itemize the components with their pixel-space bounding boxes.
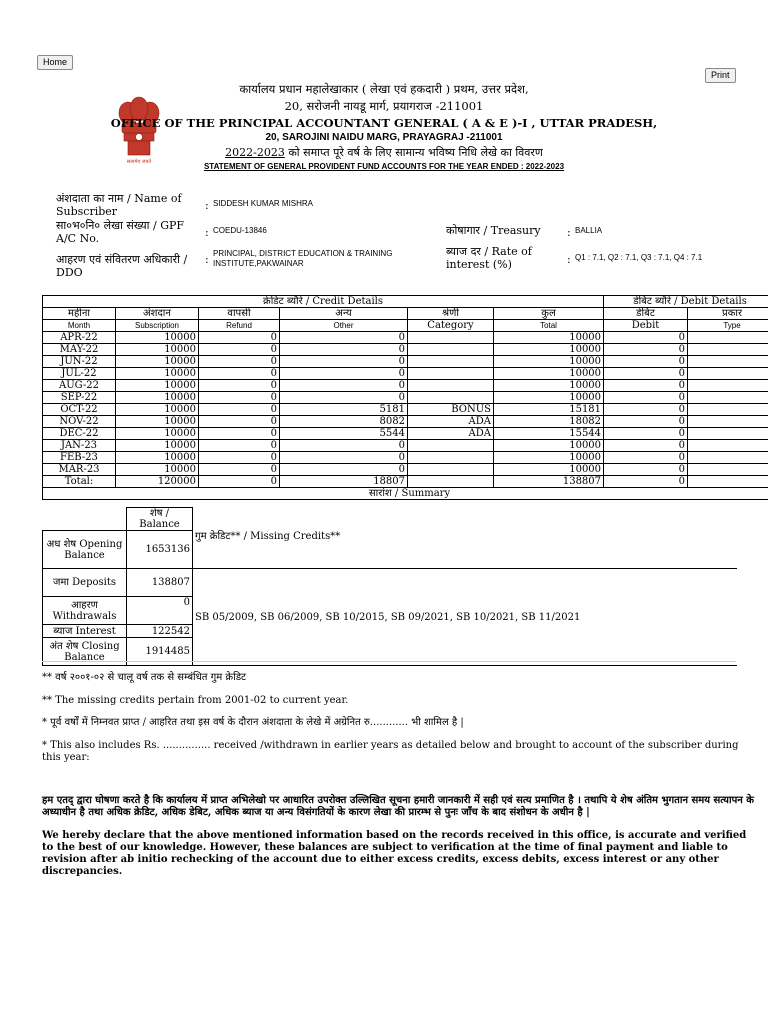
table-cell: NOV-22 (43, 416, 116, 428)
table-cell: 10000 (116, 380, 199, 392)
table-cell: 15544 (494, 428, 604, 440)
table-cell: OCT-22 (43, 404, 116, 416)
missing-credits-note-hindi: ** वर्ष २००१-०२ से चालू वर्ष तक से सम्बंधित गुम क्रेडिट (42, 672, 247, 683)
table-cell: 10000 (494, 440, 604, 452)
opening-balance-value: 1653136 (127, 531, 193, 569)
table-cell: 0 (280, 344, 408, 356)
table-cell: SEP-22 (43, 392, 116, 404)
table-cell: 15181 (494, 404, 604, 416)
table-cell: 0 (199, 404, 280, 416)
table-cell: 138807 (494, 476, 604, 488)
col-head-english: Other (280, 320, 408, 332)
table-cell: 0 (604, 332, 688, 344)
table-cell: 0 (199, 344, 280, 356)
col-head-hindi: वापसी (199, 308, 280, 320)
statement-title-english: STATEMENT OF GENERAL PROVIDENT FUND ACCOUNTS FOR THE YEAR ENDED : 2022-2023 (203, 162, 565, 171)
table-cell: 0 (199, 428, 280, 440)
table-cell: 0 (280, 332, 408, 344)
closing-balance-label: अंत शेष Closing Balance (43, 638, 127, 666)
table-cell: 0 (280, 380, 408, 392)
debit-details-heading: डेबिट ब्यौरे / Debit Details (604, 296, 768, 308)
table-cell: 0 (199, 476, 280, 488)
closing-balance-value: 1914485 (127, 638, 193, 666)
table-row (43, 416, 768, 428)
table-cell (408, 392, 494, 404)
table-cell: 0 (199, 416, 280, 428)
credit-details-heading: क्रेडिट ब्यौरे / Credit Details (43, 296, 604, 308)
office-address-hindi: 20, सरोजनी नायडू मार्ग, प्रयागराज -211001 (284, 99, 484, 113)
table-cell: 10000 (494, 464, 604, 476)
table-row (43, 368, 768, 380)
table-cell (688, 416, 768, 428)
summary-heading: सारांश / Summary (43, 488, 768, 500)
table-cell: Total: (43, 476, 116, 488)
table-cell (408, 380, 494, 392)
table-cell: 10000 (116, 416, 199, 428)
table-cell: 10000 (494, 344, 604, 356)
col-head-english: Total (494, 320, 604, 332)
summary-table (42, 507, 737, 666)
office-name-english: OFFICE OF THE PRINCIPAL ACCOUNTANT GENERAL ( A & E )-I , UTTAR PRADESH, (110, 116, 658, 130)
interest-value: 122542 (127, 625, 193, 638)
table-cell: 18082 (494, 416, 604, 428)
deposits-label: जमा Deposits (43, 569, 127, 597)
col-head-english: Type (688, 320, 768, 332)
table-cell (688, 428, 768, 440)
table-row (43, 464, 768, 476)
table-row (43, 332, 768, 344)
table-cell: 0 (604, 428, 688, 440)
table-cell (688, 464, 768, 476)
table-cell: 0 (604, 404, 688, 416)
table-cell (688, 392, 768, 404)
col-head-hindi: कुल (494, 308, 604, 320)
table-cell: 0 (199, 380, 280, 392)
col-head-english: Category (408, 320, 494, 332)
table-cell: 0 (604, 368, 688, 380)
table-cell: 0 (604, 440, 688, 452)
table-cell (688, 332, 768, 344)
table-cell (408, 356, 494, 368)
table-cell: 0 (280, 368, 408, 380)
gpf-account-value: COEDU-13846 (213, 226, 267, 235)
table-cell: 0 (199, 368, 280, 380)
col-head-english: Refund (199, 320, 280, 332)
declaration-english: We hereby declare that the above mentioned information based on the records received in this office, is accurate and verified to the best of our knowledge. However, these balances are subject to verification at the time of final payment and liable to revision after ab initio rechecking of the account due to either excess credits, excess debits, excess interest or any other discrepancies. (42, 830, 747, 877)
table-cell (688, 440, 768, 452)
missing-credits-value: SB 05/2009, SB 06/2009, SB 10/2015, SB 09/2021, SB 10/2021, SB 11/2021 (193, 569, 737, 666)
missing-credits-label: गुम क्रेडिट** / Missing Credits** (195, 530, 341, 542)
table-cell: MAR-23 (43, 464, 116, 476)
table-cell: 0 (280, 464, 408, 476)
declaration-hindi: हम एतद् द्वारा घोषणा करते है कि कार्यालय में प्राप्त अभिलेखो पर आधारित उपरोक्त उल्लिखित सूचना हमारी जानकारी में सही एवं सत्य प्रमाणित है । तथापि ये शेष अंतिम भुगतान समय सत्यापन के अध्याधीन है तथा अधिक क्रेडिट, अधिक डेबिट, अधिक ब्याज या अन्य विसंगतियों के कारण लेखा की प्रारम्भ से पुनः जाँच के बाद संशोधन के अधीन है | (42, 795, 754, 818)
table-cell: 0 (280, 392, 408, 404)
statement-title-hindi (0, 145, 768, 160)
table-row (43, 344, 768, 356)
col-head-hindi: श्रेणी (408, 308, 494, 320)
colon: : (205, 253, 209, 266)
subscriber-name-value: SIDDESH KUMAR MISHRA (213, 199, 314, 208)
table-cell: ADA (408, 428, 494, 440)
office-address-english: 20, SAROJINI NAIDU MARG, PRAYAGRAJ -211001 (265, 132, 503, 143)
header-row-english (43, 320, 768, 332)
table-cell: 10000 (494, 356, 604, 368)
table-cell: 10000 (116, 452, 199, 464)
table-cell (688, 476, 768, 488)
summary-heading-row (43, 488, 768, 500)
table-cell: 10000 (494, 452, 604, 464)
table-cell: ADA (408, 416, 494, 428)
table-cell: 10000 (494, 368, 604, 380)
table-cell (408, 332, 494, 344)
table-cell: FEB-23 (43, 452, 116, 464)
table-cell: MAY-22 (43, 344, 116, 356)
includes-note-english: * This also includes Rs. ............... received /withdrawn in earlier years as detailed below and brought to account of the subscriber during this year: (42, 740, 739, 763)
colon: : (567, 253, 571, 266)
table-cell: APR-22 (43, 332, 116, 344)
treasury-label: कोषागार / Treasury (446, 224, 541, 237)
table-cell: JAN-23 (43, 440, 116, 452)
colon: : (205, 199, 209, 212)
withdrawals-value: 0 (127, 597, 193, 625)
table-cell: 10000 (116, 344, 199, 356)
table-row (43, 452, 768, 464)
table-cell: 10000 (494, 392, 604, 404)
interest-label: ब्याज Interest (43, 625, 127, 638)
table-cell: 10000 (116, 428, 199, 440)
table-cell: 0 (604, 356, 688, 368)
table-cell: 8082 (280, 416, 408, 428)
table-cell (408, 440, 494, 452)
table-cell: 18807 (280, 476, 408, 488)
colon: : (205, 226, 209, 239)
table-cell (408, 464, 494, 476)
table-cell: DEC-22 (43, 428, 116, 440)
table-cell: 10000 (116, 464, 199, 476)
table-cell: JUL-22 (43, 368, 116, 380)
table-cell: 0 (604, 476, 688, 488)
table-cell (408, 368, 494, 380)
colon: : (567, 226, 571, 239)
col-head-english: Subscription (116, 320, 199, 332)
table-cell: 0 (199, 440, 280, 452)
col-head-hindi: डेबिट (604, 308, 688, 320)
table-row (43, 380, 768, 392)
statement-year: 2022-2023 (225, 146, 285, 159)
table-cell: 10000 (116, 404, 199, 416)
subscriber-name-label: अंशदाता का नाम / Name of Subscriber (56, 192, 182, 218)
table-cell: 5544 (280, 428, 408, 440)
table-cell (408, 344, 494, 356)
table-row (43, 404, 768, 416)
ddo-value: PRINCIPAL, DISTRICT EDUCATION & TRAINING INSTITUTE,PAKWAINAR (213, 249, 393, 268)
table-cell: 0 (280, 452, 408, 464)
table-cell: 10000 (116, 368, 199, 380)
table-cell: 0 (604, 344, 688, 356)
table-cell: 0 (199, 452, 280, 464)
ddo-label: आहरण एवं संवितरण अधिकारी / DDO (56, 253, 188, 279)
table-cell: 5181 (280, 404, 408, 416)
table-cell: 10000 (116, 332, 199, 344)
table-row (43, 440, 768, 452)
withdrawals-label: आहरण Withdrawals (43, 597, 127, 625)
table-row (43, 428, 768, 440)
col-head-english: Month (43, 320, 116, 332)
table-cell: 0 (199, 356, 280, 368)
table-cell: 0 (604, 380, 688, 392)
rate-of-interest-label: ब्याज दर / Rate of interest (%) (446, 245, 532, 271)
table-cell: 10000 (116, 356, 199, 368)
total-row (43, 476, 768, 488)
table-cell: JUN-22 (43, 356, 116, 368)
table-cell (688, 368, 768, 380)
table-cell: 0 (604, 464, 688, 476)
table-cell (688, 356, 768, 368)
table-cell: 10000 (494, 332, 604, 344)
table-cell: AUG-22 (43, 380, 116, 392)
table-cell: 120000 (116, 476, 199, 488)
table-row (43, 392, 768, 404)
gpf-account-label: सा०भ०नि० लेखा संख्या / GPF A/C No. (56, 219, 185, 245)
table-row (43, 356, 768, 368)
missing-credits-note-english: ** The missing credits pertain from 2001-02 to current year. (42, 695, 349, 706)
table-cell (408, 476, 494, 488)
deposits-value: 138807 (127, 569, 193, 597)
table-cell: 0 (604, 416, 688, 428)
table-cell: 0 (604, 392, 688, 404)
col-head-english: Debit (604, 320, 688, 332)
table-cell (688, 452, 768, 464)
table-cell (688, 380, 768, 392)
col-head-hindi: महीना (43, 308, 116, 320)
col-head-hindi: अंशदान (116, 308, 199, 320)
statement-title-hindi-text: को समाप्त पूरे वर्ष के लिए सामान्य भविष्य निधि लेखे का विवरण (284, 146, 543, 159)
col-head-hindi: प्रकार (688, 308, 768, 320)
table-cell: 0 (199, 464, 280, 476)
table-cell: 0 (604, 452, 688, 464)
header-row-hindi (43, 308, 768, 320)
table-cell (688, 344, 768, 356)
table-cell: 10000 (116, 392, 199, 404)
rate-of-interest-value: Q1 : 7.1, Q2 : 7.1, Q3 : 7.1, Q4 : 7.1 (575, 253, 703, 262)
table-cell: 10000 (116, 440, 199, 452)
col-head-hindi: अन्य (280, 308, 408, 320)
balance-heading: शेष / Balance (127, 508, 193, 531)
table-cell: 0 (280, 440, 408, 452)
table-cell (688, 404, 768, 416)
includes-note-hindi: * पूर्व वर्षों में निम्नवत प्राप्त / आहरित तथा इस वर्ष के दौरान अंशदाता के लेखे में अग्रेनित रु............ भी शामिल है | (42, 717, 464, 728)
table-cell: 0 (199, 332, 280, 344)
table-cell (408, 452, 494, 464)
table-cell: 10000 (494, 380, 604, 392)
opening-balance-label: अध शेष Opening Balance (43, 531, 127, 569)
table-cell: 0 (280, 356, 408, 368)
table-cell: BONUS (408, 404, 494, 416)
home-button[interactable]: Home (37, 55, 73, 70)
table-cell: 0 (199, 392, 280, 404)
svg-text:सत्यमेव जयते: सत्यमेव जयते (126, 159, 152, 165)
print-button[interactable]: Print (705, 68, 736, 83)
treasury-value: BALLIA (575, 226, 603, 235)
gpf-statement-table (42, 295, 768, 500)
office-name-hindi: कार्यालय प्रधान महालेखाकार ( लेखा एवं हकदारी ) प्रथम, उत्तर प्रदेश, (239, 82, 529, 96)
